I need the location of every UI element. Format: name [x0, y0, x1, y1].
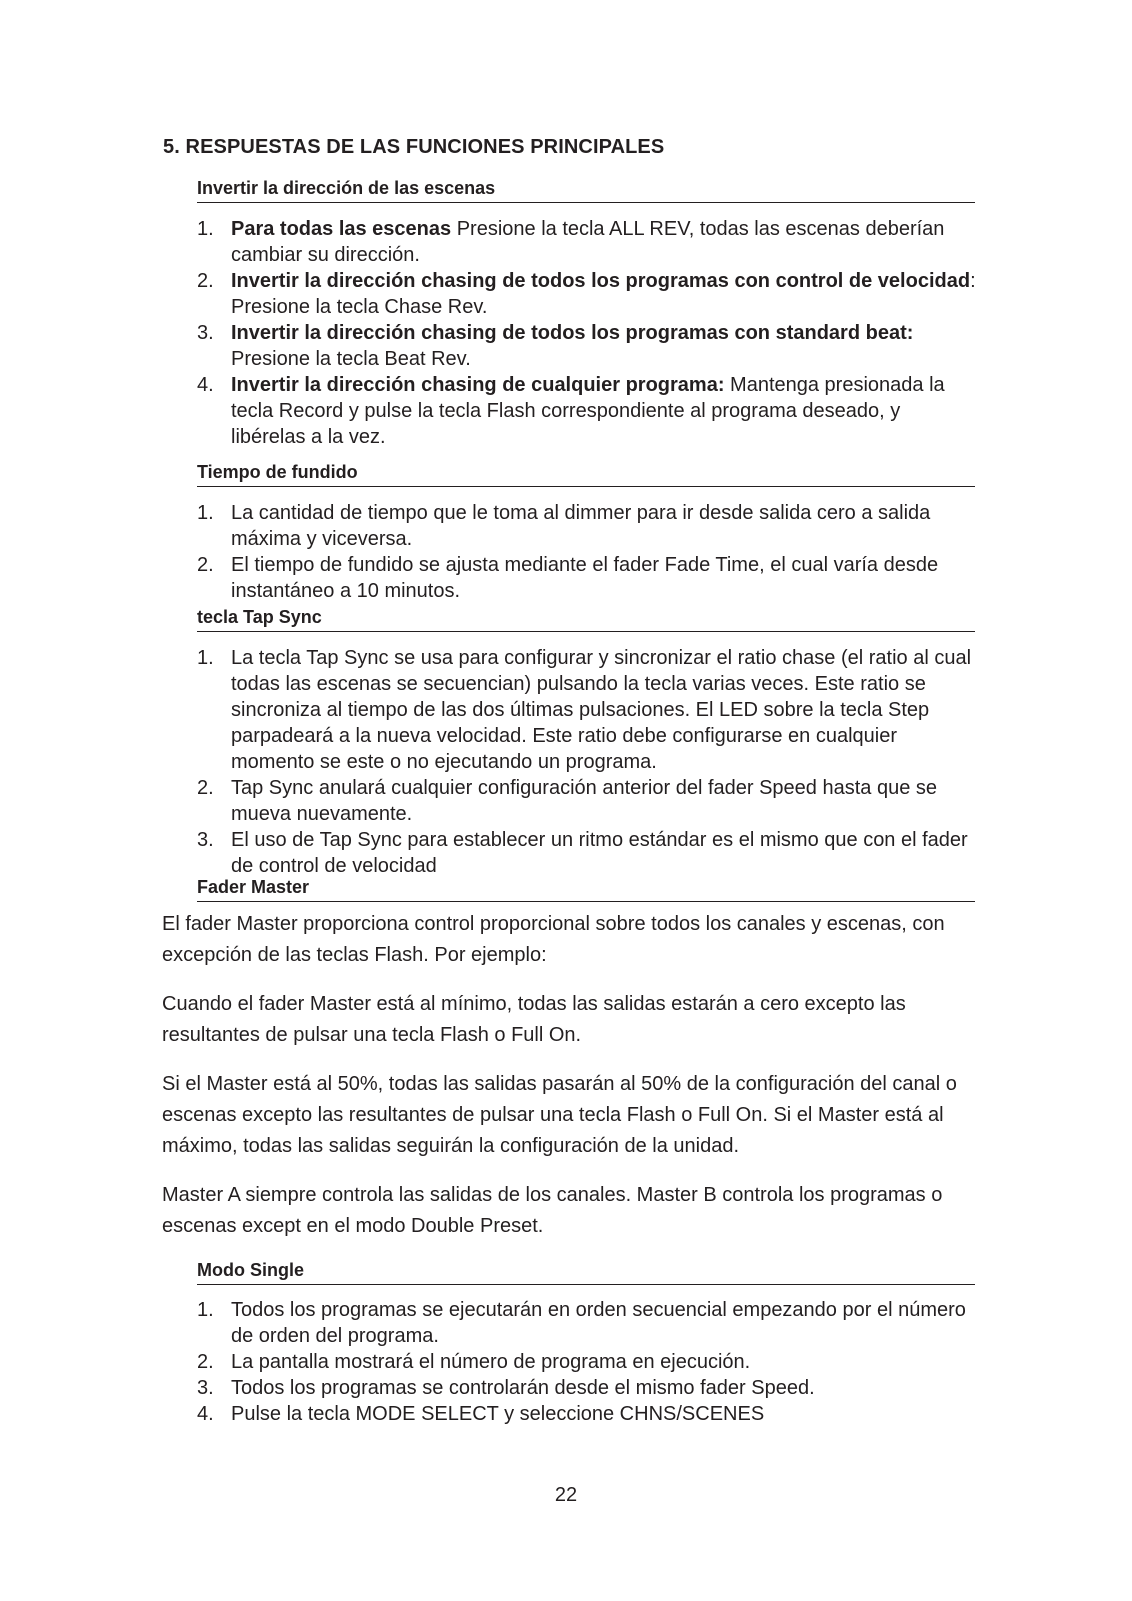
section-heading-single: Modo Single [197, 1260, 975, 1285]
list-item [197, 372, 977, 450]
list-item-text: Todos los programas se ejecutarán en orden secuencial empezando por el número de orden del programa. [231, 1299, 966, 1347]
list-number: 2. [197, 777, 214, 799]
list-item-text: Tap Sync anulará cualquier configuración anterior del fader Speed hasta que se mueva nuevamente. [231, 777, 938, 825]
list-fundido [197, 500, 977, 604]
list-item [197, 320, 977, 372]
list-item-bold: Invertir la dirección chasing de cualquier programa: [231, 374, 725, 396]
list-item [197, 268, 977, 320]
list-item-text: La tecla Tap Sync se usa para configurar y sincronizar el ratio chase (el ratio al cual todas las escenas se secuencian) pulsando la tecla varias veces. Este ratio se sincroniza al tiempo de las dos últimas pulsaciones. El LED sobre la tecla Step parpadeará a la nueva velocidad. Este ratio debe configurarse en cualquier momento se este o no ejecutando un programa. [231, 647, 972, 773]
list-item-text: El uso de Tap Sync para establecer un ritmo estándar es el mismo que con el fader de control de velocidad [231, 829, 968, 877]
list-number: 2. [197, 554, 214, 576]
list-item-bold: Invertir la dirección chasing de todos los programas con standard beat: [231, 322, 914, 344]
list-invertir [197, 216, 977, 450]
paragraph: Master A siempre controla las salidas de los canales. Master B controla los programas o escenas except en el modo Double Preset. [162, 1184, 943, 1237]
list-number: 3. [197, 322, 214, 344]
list-item-text: La cantidad de tiempo que le toma al dimmer para ir desde salida cero a salida máxima y viceversa. [231, 502, 931, 550]
list-number: 1. [197, 218, 214, 240]
list-item-text: Presione la tecla Beat Rev. [231, 348, 471, 370]
list-item-text: El tiempo de fundido se ajusta mediante el fader Fade Time, el cual varía desde instantáneo a 10 minutos. [231, 554, 939, 602]
list-item [197, 552, 977, 604]
list-number: 2. [197, 270, 214, 292]
list-item [197, 216, 977, 268]
list-item-text: Todos los programas se controlarán desde el mismo fader Speed. [231, 1377, 815, 1399]
list-item-text: Mantenga presionada la tecla Record y pulse la tecla Flash correspondiente al programa deseado, y libérelas a la vez. [231, 374, 945, 448]
page-title: 5. RESPUESTAS DE LAS FUNCIONES PRINCIPALES [163, 136, 665, 158]
list-item-bold: Para todas las escenas [231, 218, 452, 240]
list-item-text: : Presione la tecla Chase Rev. [231, 270, 976, 318]
list-item [197, 1401, 977, 1427]
list-number: 3. [197, 829, 214, 851]
list-number: 2. [197, 1351, 214, 1373]
paragraph: Cuando el fader Master está al mínimo, todas las salidas estarán a cero excepto las resultantes de pulsar una tecla Flash o Full On. [162, 993, 906, 1046]
paragraph: Si el Master está al 50%, todas las salidas pasarán al 50% de la configuración del canal o escenas excepto las resultantes de pulsar una tecla Flash o Full On. Si el Master está al máximo, todas las salidas seguirán la configuración de la unidad. [162, 1073, 957, 1157]
list-item-bold: Invertir la dirección chasing de todos los programas con control de velocidad [231, 270, 971, 292]
list-item-text: Pulse la tecla MODE SELECT y seleccione CHNS/SCENES [231, 1403, 765, 1425]
paragraph: El fader Master proporciona control proporcional sobre todos los canales y escenas, con excepción de las teclas Flash. Por ejemplo: [162, 913, 945, 966]
list-item [197, 500, 977, 552]
list-number: 1. [197, 1299, 214, 1321]
list-item [197, 775, 977, 827]
list-item-text: Presione la tecla ALL REV, todas las escenas deberían cambiar su dirección. [231, 218, 945, 266]
list-number: 4. [197, 374, 214, 396]
section-heading-master: Fader Master [197, 877, 975, 902]
list-number: 4. [197, 1403, 214, 1425]
list-item [197, 1375, 977, 1401]
page-number: 22 [554, 1484, 578, 1506]
list-item [197, 827, 977, 879]
list-item [197, 645, 977, 775]
list-tapsync [197, 645, 977, 879]
list-item-text: La pantalla mostrará el número de programa en ejecución. [231, 1351, 751, 1373]
section-heading-tapsync: tecla Tap Sync [197, 607, 975, 632]
section-heading-invertir: Invertir la dirección de las escenas [197, 178, 975, 203]
list-number: 1. [197, 502, 214, 524]
list-number: 1. [197, 647, 214, 669]
list-single [197, 1297, 977, 1427]
section-heading-fundido: Tiempo de fundido [197, 462, 975, 487]
list-number: 3. [197, 1377, 214, 1399]
list-item [197, 1349, 977, 1375]
list-item [197, 1297, 977, 1349]
